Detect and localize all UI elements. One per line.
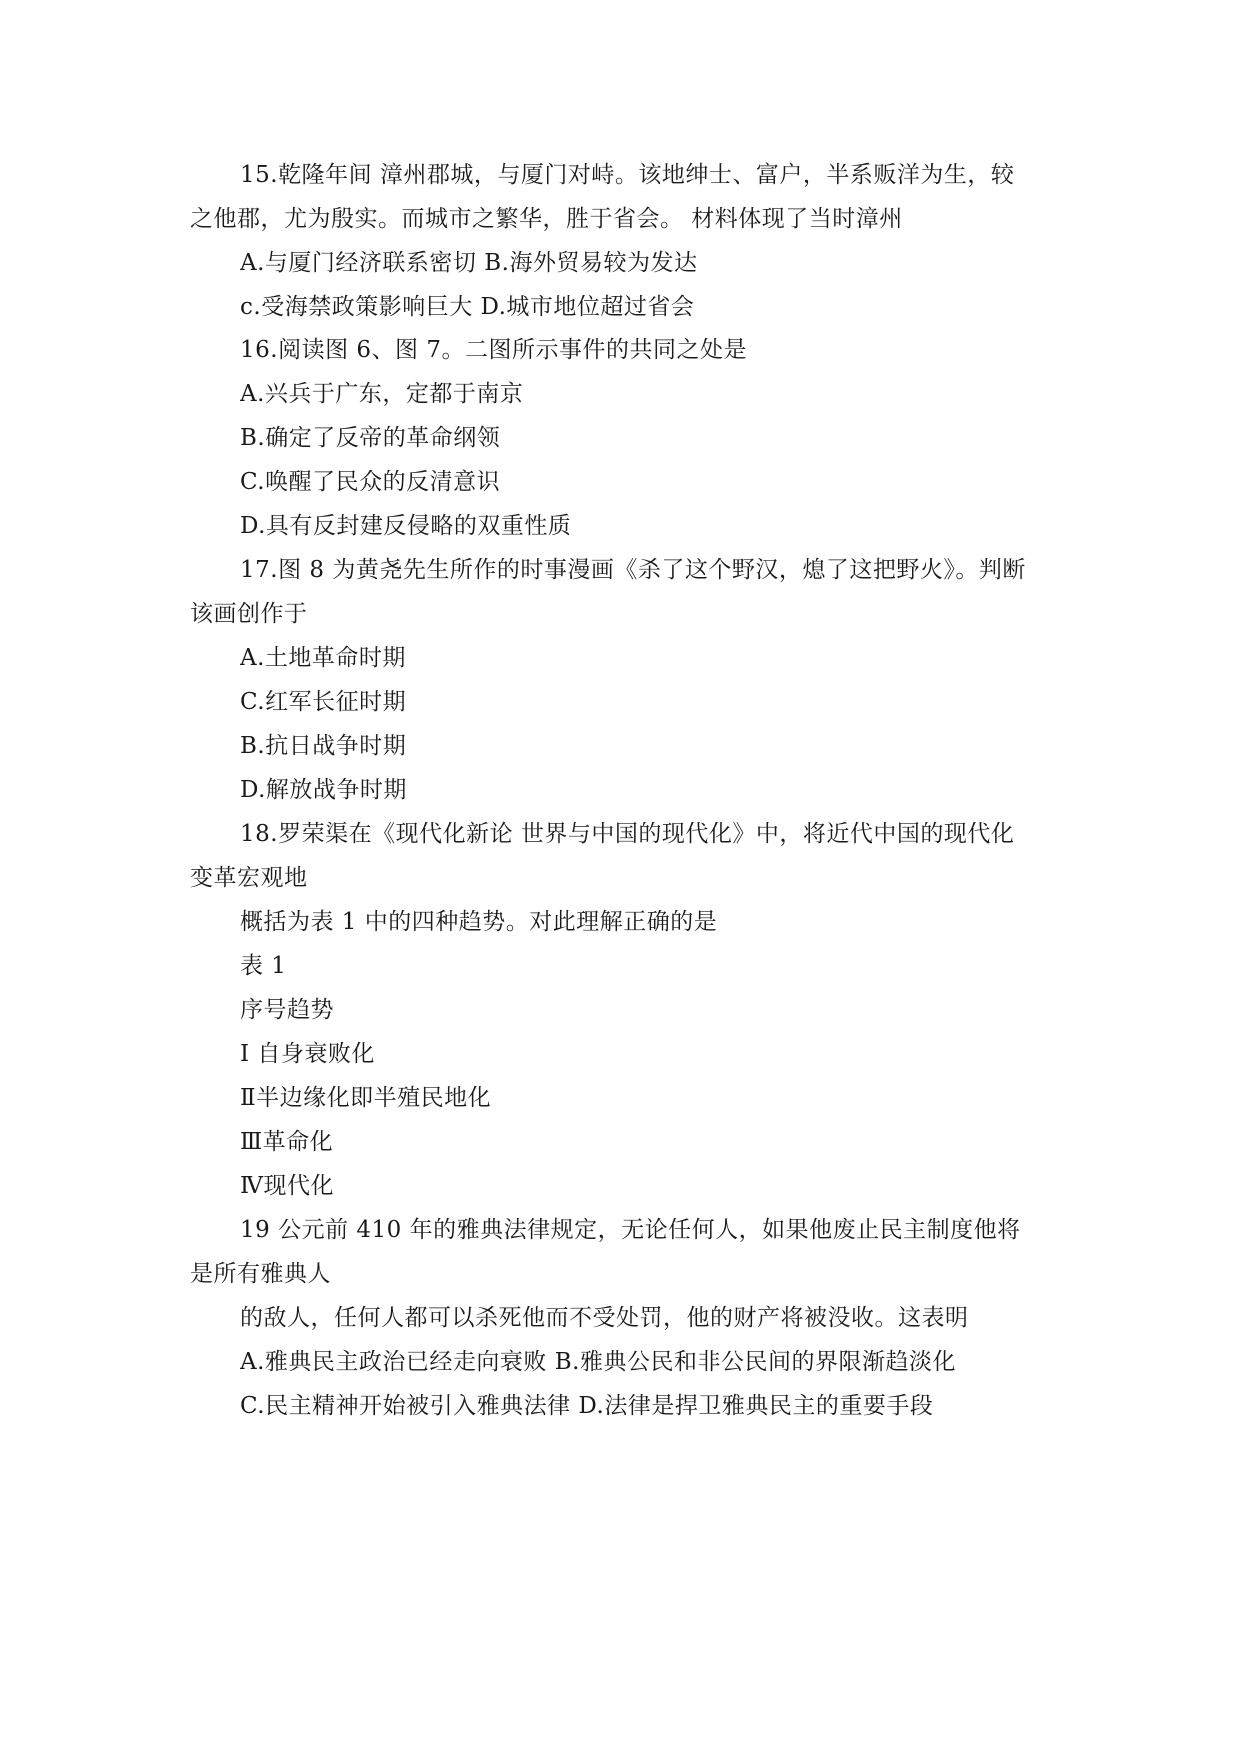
q16-stem: 16.阅读图 6、图 7。二图所示事件的共同之处是 <box>240 337 747 363</box>
q18-stem-line-1: 18.罗荣渠在《现代化新论 世界与中国的现代化》中，将近代中国的现代化 <box>240 821 1015 847</box>
q16-option-d: D.具有反封建反侵略的双重性质 <box>240 513 572 539</box>
q19-stem-line-3: 的敌人，任何人都可以杀死他而不受处罚，他的财产将被没收。这表明 <box>240 1305 969 1331</box>
table-row: I 自身衰败化 <box>240 1041 375 1067</box>
q18-stem-line-3: 概括为表 1 中的四种趋势。对此理解正确的是 <box>240 909 718 935</box>
q17-option-b: B.抗日战争时期 <box>240 733 407 759</box>
q17-option-d: D.解放战争时期 <box>240 777 407 803</box>
q19-stem-line-2: 是所有雅典人 <box>190 1261 331 1287</box>
q17-stem-line-1: 17.图 8 为黄尧先生所作的时事漫画《杀了这个野汉，熄了这把野火》。判断 <box>240 557 1026 583</box>
table-row: Ⅱ半边缘化即半殖民地化 <box>240 1085 492 1111</box>
q19-stem-line-1: 19 公元前 410 年的雅典法律规定，无论任何人，如果他废止民主制度他将 <box>240 1217 1021 1243</box>
q16-option-a: A.兴兵于广东，定都于南京 <box>240 381 524 407</box>
q17-option-c: C.红军长征时期 <box>240 689 407 715</box>
q19-options-ab: A.雅典民主政治已经走向衰败 B.雅典公民和非公民间的界限渐趋淡化 <box>240 1349 956 1375</box>
table-header: 序号趋势 <box>240 997 334 1023</box>
q15-options-cd: c.受海禁政策影响巨大 D.城市地位超过省会 <box>240 294 695 320</box>
q18-stem-line-2: 变革宏观地 <box>190 865 308 891</box>
q16-option-c: C.唤醒了民众的反清意识 <box>240 469 501 495</box>
q17-stem-line-2: 该画创作于 <box>190 601 308 627</box>
q15-stem-line-2: 之他郡，尤为殷实。而城市之繁华，胜于省会。 材料体现了当时漳州 <box>190 206 903 232</box>
table-row: Ⅲ革命化 <box>240 1129 334 1155</box>
q15-options-ab: A.与厦门经济联系密切 B.海外贸易较为发达 <box>240 250 698 276</box>
q19-options-cd: C.民主精神开始被引入雅典法律 D.法律是捍卫雅典民主的重要手段 <box>240 1393 934 1419</box>
table-row: Ⅳ现代化 <box>240 1173 334 1199</box>
q15-stem-line-1: 15.乾隆年间 漳州郡城，与厦门对峙。该地绅士、富户，半系贩洋为生，较 <box>240 162 1015 188</box>
q17-option-a: A.土地革命时期 <box>240 645 406 671</box>
q16-option-b: B.确定了反帝的革命纲领 <box>240 425 501 451</box>
table-title: 表 1 <box>240 953 287 979</box>
